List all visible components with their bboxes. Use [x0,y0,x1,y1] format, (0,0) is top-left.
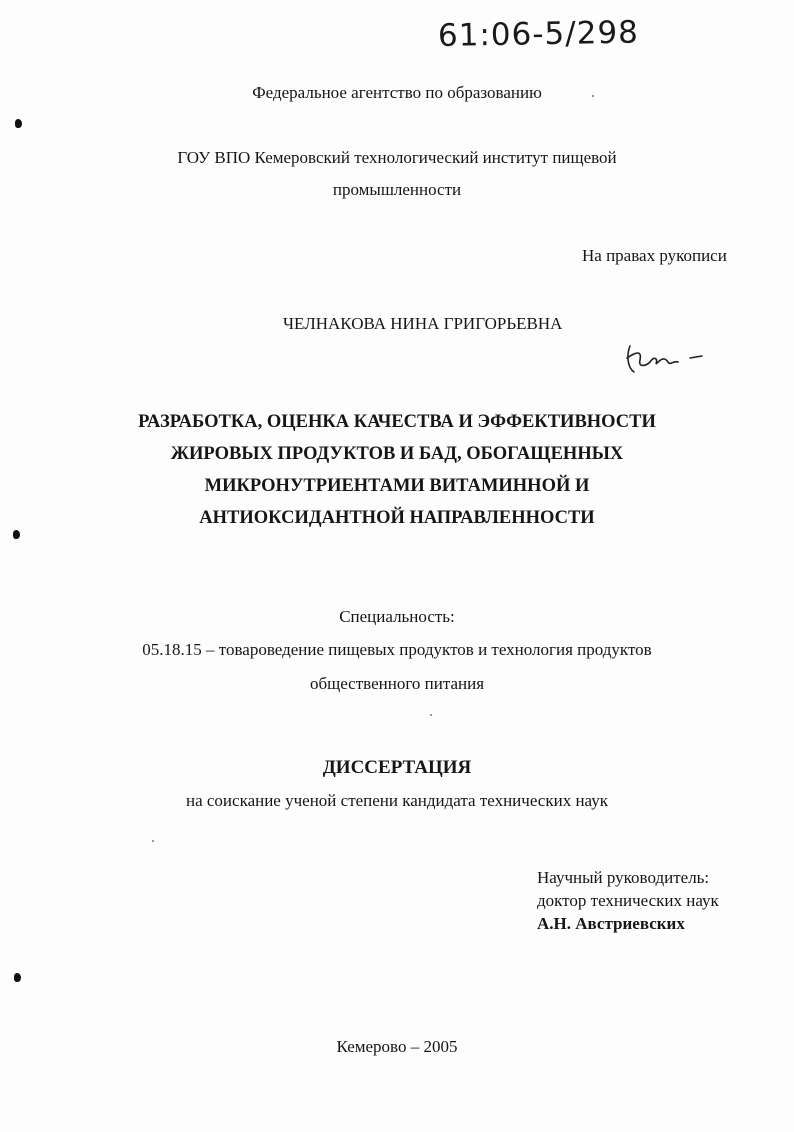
supervisor-name: А.Н. Австриевских [537,914,685,933]
title-line-1: РАЗРАБОТКА, ОЦЕНКА КАЧЕСТВА И ЭФФЕКТИВНОСТИ [138,412,656,432]
institution-line-1: ГОУ ВПО Кемеровский технологический институт пищевой [177,148,617,167]
supervisor-block [537,866,719,935]
title-line-2: ЖИРОВЫХ ПРОДУКТОВ И БАД, ОБОГАЩЕННЫХ [170,444,624,464]
signature [622,336,708,378]
supervisor-title: доктор технических наук [537,891,719,910]
scan-speck [430,714,432,716]
agency-name: Федеральное агентство по образованию [252,83,542,102]
supervisor-label: Научный руководитель: [537,868,710,887]
binding-hole-mark [15,119,22,128]
archive-code: 61:06-5/298 [437,14,640,54]
scan-speck [592,95,594,97]
institution-line-2: промышленности [332,180,462,199]
specialty-line-1: 05.18.15 – товароведение пищевых продуктов и технология продуктов [142,640,652,659]
binding-hole-mark [14,973,21,982]
document-type: ДИССЕРТАЦИЯ [322,757,472,778]
specialty-line-2: общественного питания [309,674,485,693]
title-line-4: АНТИОКСИДАНТНОЙ НАПРАВЛЕННОСТИ [199,508,595,528]
place-year: Кемерово – 2005 [336,1037,458,1056]
degree-line: на соискание ученой степени кандидата технических наук [185,791,608,810]
scan-speck [152,840,154,842]
binding-hole-mark [13,530,20,539]
author-name: ЧЕЛНАКОВА НИНА ГРИГОРЬЕВНА [283,314,563,333]
dissertation-title [0,406,794,534]
manuscript-note: На правах рукописи [582,246,727,265]
specialty-label: Специальность: [339,607,455,626]
title-line-3: МИКРОНУТРИЕНТАМИ ВИТАМИННОЙ И [204,476,590,496]
